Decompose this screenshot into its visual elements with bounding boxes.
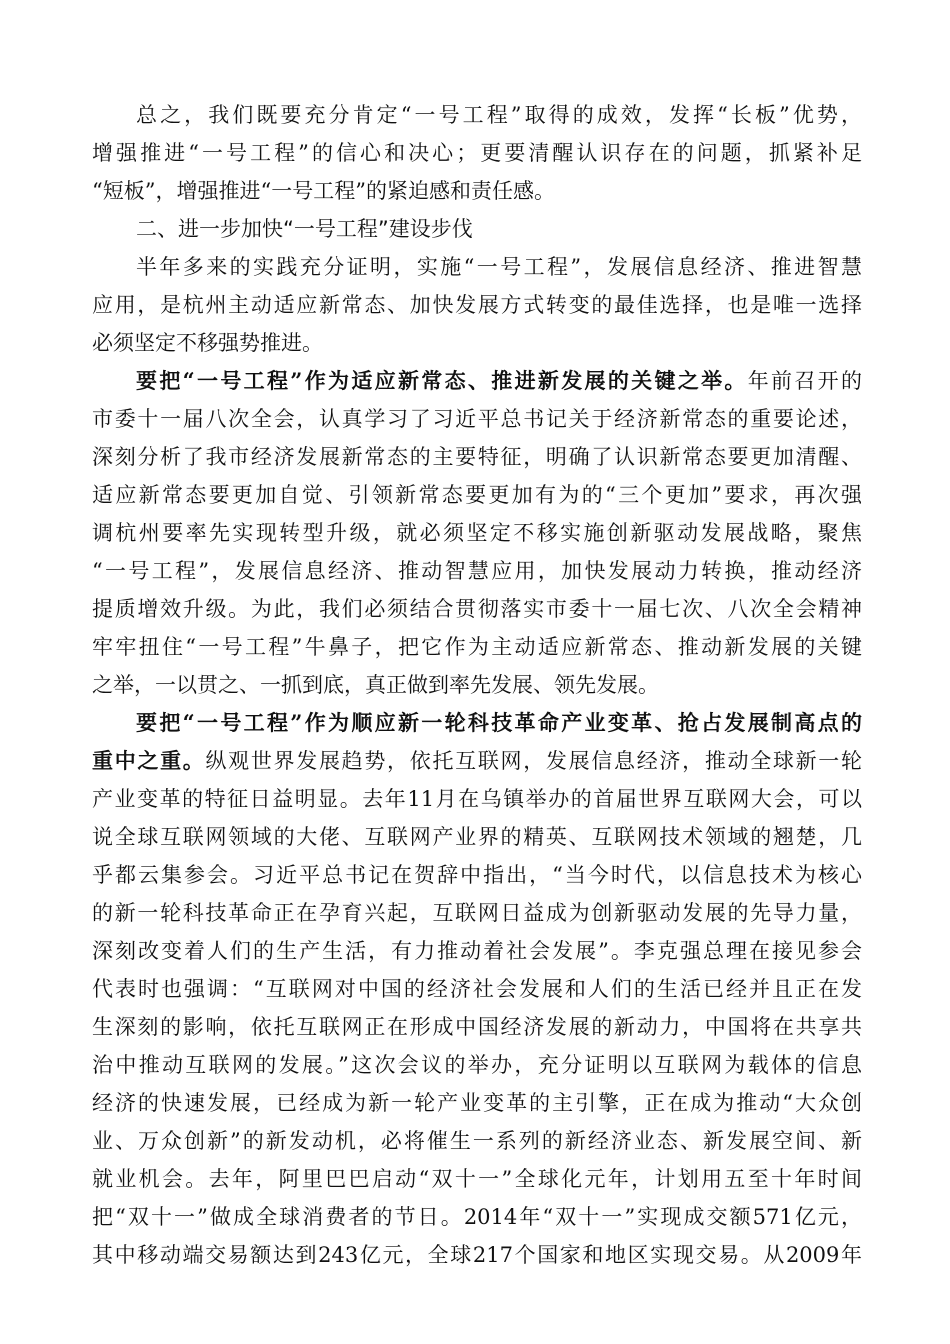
paragraph-line: 经济的快速发展，已经成为新一轮产业变革的主引擎，正在成为推动“大众创 xyxy=(92,1091,862,1115)
paragraph-line: “短板”，增强推进“一号工程”的紧迫感和责任感。 xyxy=(92,179,555,203)
paragraph-line: 增强推进“一号工程”的信心和决心；更要清醒认识存在的问题，抓紧补足 xyxy=(92,141,862,165)
paragraph-line: 调杭州要率先实现转型升级，就必须坚定不移实施创新驱动发展战略，聚焦 xyxy=(92,521,862,545)
paragraph-line: 深刻改变着人们的生产生活，有力推动着社会发展”。李克强总理在接见参会 xyxy=(92,939,862,963)
paragraph-line: “一号工程”，发展信息经济、推动智慧应用，加快发展动力转换，推动经济 xyxy=(92,559,862,583)
paragraph-line: 生深刻的影响，依托互联网正在形成中国经济发展的新动力，中国将在共享共 xyxy=(92,1015,862,1039)
paragraph-line: 深刻分析了我市经济发展新常态的主要特征，明确了认识新常态要更加清醒、 xyxy=(92,445,862,469)
paragraph-line: 牢牢扭住“一号工程”牛鼻子，把它作为主动适应新常态、推动新发展的关键 xyxy=(92,635,862,659)
paragraph-line: 业、万众创新”的新发动机，必将催生一系列的新经济业态、新发展空间、新 xyxy=(92,1129,862,1153)
paragraph-line: 其中移动端交易额达到243亿元，全球217个国家和地区实现交易。从2009年 xyxy=(92,1243,862,1267)
paragraph-line: 说全球互联网领域的大佬、互联网产业界的精英、互联网技术领域的翘楚，几 xyxy=(92,825,862,849)
paragraph-line: 治中推动互联网的发展。”这次会议的举办，充分证明以互联网为载体的信息 xyxy=(92,1053,862,1077)
line-rest: 年前召开的 xyxy=(747,369,863,393)
bold-lead: 重中之重。 xyxy=(92,748,206,773)
paragraph-line: 之举，一以贯之、一抓到底，真正做到率先发展、领先发展。 xyxy=(92,673,659,697)
paragraph-bold-line: 要把“一号工程”作为顺应新一轮科技革命产业变革、抢占发展制高点的 xyxy=(136,710,862,735)
paragraph-line: 代表时也强调：“互联网对中国的经济社会发展和人们的生活已经并且正在发 xyxy=(92,977,862,1001)
line-rest: 纵观世界发展趋势，依托互联网，发展信息经济，推动全球新一轮 xyxy=(205,749,862,773)
paragraph-line: 的新一轮科技革命正在孕育兴起，互联网日益成为创新驱动发展的先导力量， xyxy=(92,901,862,925)
paragraph-line: 总之，我们既要充分肯定“一号工程”取得的成效，发挥“长板”优势， xyxy=(136,103,862,127)
paragraph-line: 市委十一届八次全会，认真学习了习近平总书记关于经济新常态的重要论述， xyxy=(92,407,862,431)
section-heading: 二、进一步加快“一号工程”建设步伐 xyxy=(136,217,473,241)
paragraph-line: 就业机会。去年，阿里巴巴启动“双十一”全球化元年，计划用五至十年时间 xyxy=(92,1167,862,1191)
paragraph-line: 必须坚定不移强势推进。 xyxy=(92,331,323,355)
paragraph-line: 产业变革的特征日益明显。去年11月在乌镇举办的首届世界互联网大会，可以 xyxy=(92,787,862,811)
paragraph-line: 半年多来的实践充分证明，实施“一号工程”，发展信息经济、推进智慧 xyxy=(136,255,862,279)
document-body xyxy=(92,96,862,1274)
bold-lead: 要把“一号工程”作为适应新常态、推进新发展的关键之举。 xyxy=(136,368,748,393)
paragraph-line: 乎都云集参会。习近平总书记在贺辞中指出，“当今时代，以信息技术为核心 xyxy=(92,863,862,887)
paragraph-line: 应用，是杭州主动适应新常态、加快发展方式转变的最佳选择，也是唯一选择 xyxy=(92,293,862,317)
paragraph-first-line xyxy=(92,362,862,400)
paragraph-line: 提质增效升级。为此，我们必须结合贯彻落实市委十一届七次、八次全会精神 xyxy=(92,597,862,621)
paragraph-mixed-line xyxy=(92,742,862,780)
paragraph-line: 适应新常态要更加自觉、引领新常态要更加有为的“三个更加”要求，再次强 xyxy=(92,483,862,507)
paragraph-line: 把“双十一”做成全球消费者的节日。2014年“双十一”实现成交额571亿元， xyxy=(92,1205,862,1229)
